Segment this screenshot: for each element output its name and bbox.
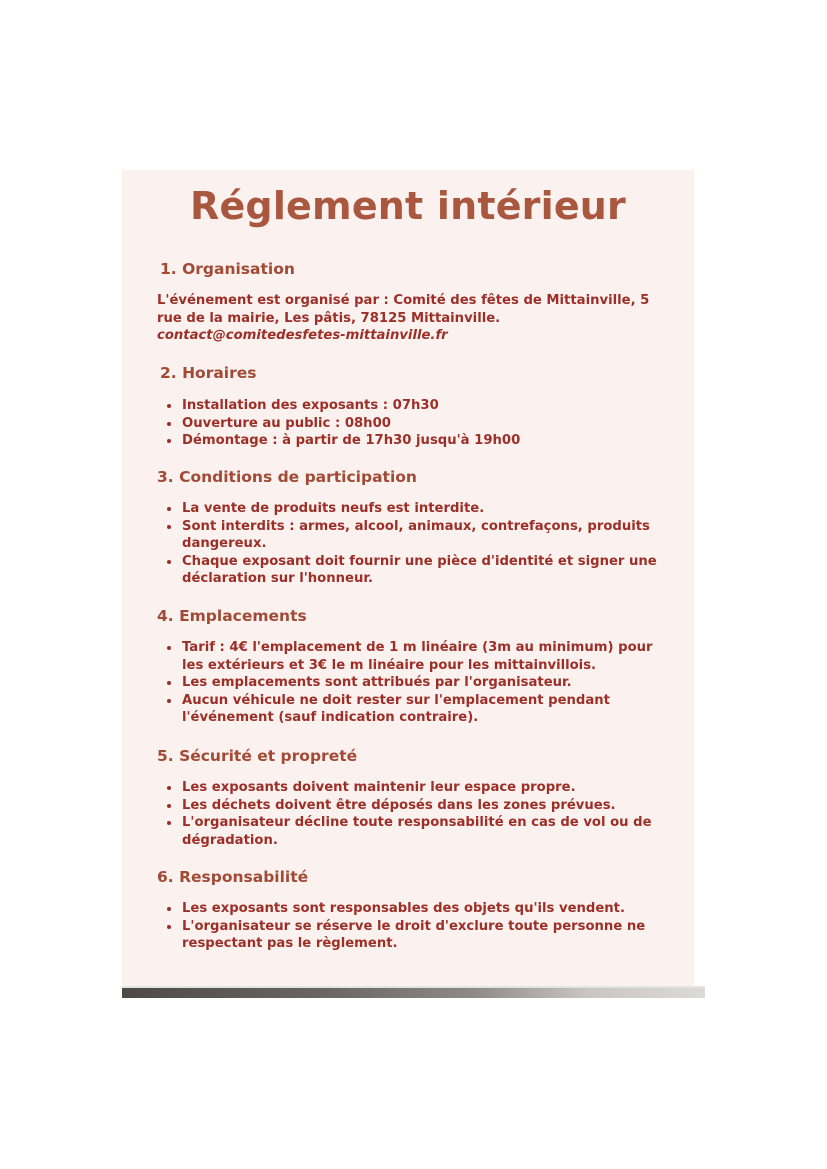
list-item: Installation des exposants : 07h30 <box>165 397 665 415</box>
section-heading-horaires: 2. Horaires <box>160 364 257 382</box>
organisation-paragraph <box>157 292 667 345</box>
list-item: Chaque exposant doit fournir une pièce d'identité et signer une déclaration sur l'honneur. <box>165 553 665 588</box>
responsabilite-list <box>165 900 665 953</box>
organisation-text: L'événement est organisé par : Comité des fêtes de Mittainville, 5 rue de la mairie, Les pâtis, 78125 Mittainville. <box>157 293 650 326</box>
list-item: Ouverture au public : 08h00 <box>165 415 665 433</box>
section-heading-organisation: 1. Organisation <box>160 260 295 278</box>
securite-list <box>165 779 665 849</box>
section-heading-securite: 5. Sécurité et propreté <box>157 747 358 765</box>
list-item: Tarif : 4€ l'emplacement de 1 m linéaire (3m au minimum) pour les extérieurs et 3€ le m linéaire pour les mittainvillois. <box>165 639 665 674</box>
contact-email: contact@comitedesfetes-mittainville.fr <box>157 328 448 344</box>
section-heading-conditions: 3. Conditions de participation <box>157 468 417 486</box>
list-item: Sont interdits : armes, alcool, animaux, contrefaçons, produits dangereux. <box>165 518 665 553</box>
list-item: L'organisateur décline toute responsabilité en cas de vol ou de dégradation. <box>165 814 665 849</box>
list-item: L'organisateur se réserve le droit d'exclure toute personne ne respectant pas le règlement. <box>165 918 665 953</box>
list-item: Aucun véhicule ne doit rester sur l'emplacement pendant l'événement (sauf indication contraire). <box>165 692 665 727</box>
list-item: La vente de produits neufs est interdite. <box>165 500 665 518</box>
horaires-list <box>165 397 665 450</box>
page-title: Réglement intérieur <box>190 184 626 228</box>
section-heading-emplacements: 4. Emplacements <box>157 607 307 625</box>
emplacements-list <box>165 639 665 727</box>
list-item: Les exposants doivent maintenir leur espace propre. <box>165 779 665 797</box>
list-item: Les emplacements sont attribués par l'organisateur. <box>165 674 665 692</box>
list-item: Les exposants sont responsables des objets qu'ils vendent. <box>165 900 665 918</box>
list-item: Les déchets doivent être déposés dans les zones prévues. <box>165 797 665 815</box>
conditions-list <box>165 500 665 588</box>
image-strip <box>122 988 705 998</box>
section-heading-responsabilite: 6. Responsabilité <box>157 868 309 886</box>
list-item: Démontage : à partir de 17h30 jusqu'à 19h00 <box>165 432 665 450</box>
